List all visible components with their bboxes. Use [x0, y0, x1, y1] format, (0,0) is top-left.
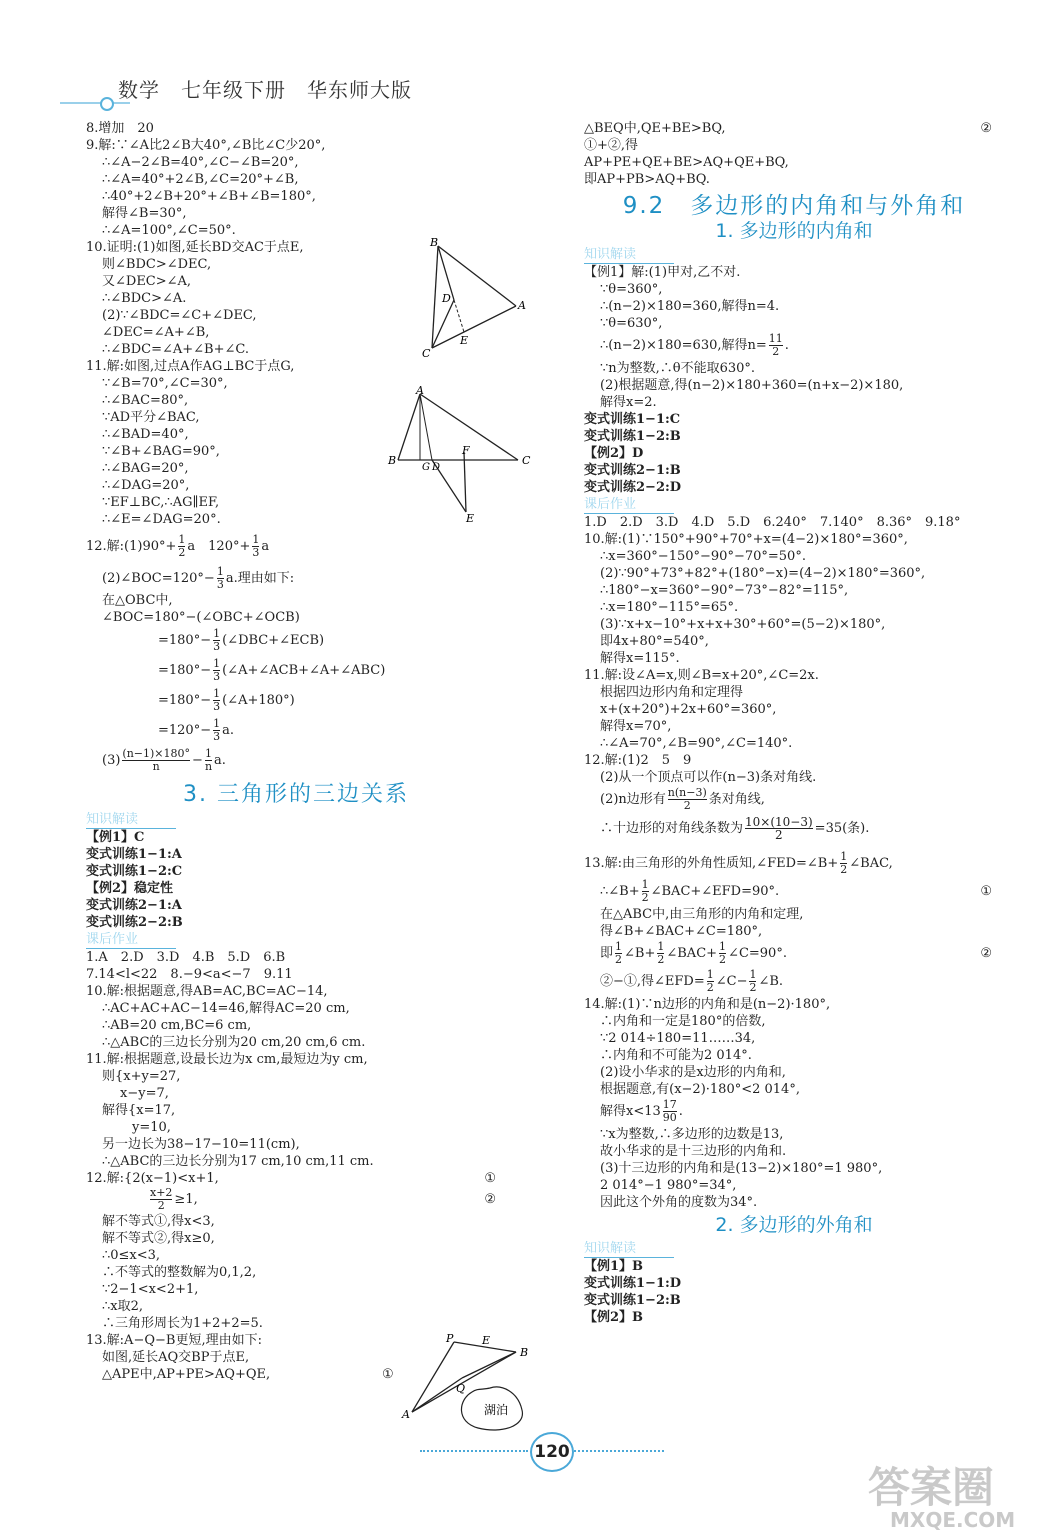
text-line: ∴180°−x=360°−90°−73°−82°=115°, — [600, 583, 849, 598]
page-number-rule-left — [420, 1450, 528, 1452]
fraction: $\frac{(n-1)\times 180^\circ}{n}$ — [122, 747, 191, 773]
text-line: ∵2 014÷180=11……34, — [600, 1031, 756, 1046]
text-line: ∴∠BAD=40°, — [102, 427, 189, 442]
header-rule — [60, 102, 130, 104]
fraction: $\frac{1}{2}$ — [641, 878, 649, 904]
text-line: 【例1】解:(1)甲对,乙不对. — [584, 265, 741, 280]
text-line: ∴△ABC的三边长分别为20 cm,20 cm,6 cm. — [102, 1035, 366, 1050]
text-line: ∴不等式的整数解为0,1,2, — [102, 1265, 257, 1280]
text-line: 解得x=115°. — [600, 651, 680, 666]
text-line: 变式训练2−1:B — [584, 463, 681, 478]
text-line: (2)设小华求的是x边形的内角和, — [600, 1065, 786, 1080]
text-line: (2)∵∠BDC=∠C+∠DEC, — [102, 308, 257, 323]
subsection-title: 1. 多边形的内角和 — [715, 220, 873, 242]
point-label-q: Q — [456, 1382, 466, 1395]
text-line: ∴∠BAG=20°, — [102, 461, 189, 476]
header-dot-icon — [100, 97, 114, 111]
text-line: ∴∠BDC>∠A. — [102, 291, 187, 306]
text-line: 【例2】B — [584, 1310, 644, 1325]
section-title: 9.2 多边形的内角和与外角和 — [622, 193, 966, 219]
text-line: ∴AB=20 cm,BC=6 cm, — [102, 1018, 252, 1033]
text-line: ∠BOC=180°−(∠OBC+∠OCB) — [102, 610, 300, 625]
circled-number: ① — [484, 1171, 496, 1186]
fraction: $\frac{11}{2}$ — [768, 332, 783, 358]
text-line: ∴(n−2)×180=630,解得n= $\frac{11}{2}$ . — [600, 332, 789, 358]
text-line: (2)∵90°+73°+82°+(180°−x)=(4−2)×180°=360°, — [600, 566, 926, 581]
running-header: 数学 七年级下册 华东师大版 — [118, 78, 412, 102]
text-line: ∴∠BAC=80°, — [102, 393, 189, 408]
section-tag: 知识解读 — [86, 811, 176, 829]
text-line: 8.增加 20 — [86, 121, 154, 136]
point-label-a: A — [402, 1408, 410, 1421]
text-line: 1.D 2.D 3.D 4.D 5.D 6.240° 7.140° 8.36° 9.18° — [584, 515, 961, 530]
text-line: 变式训练1−1:D — [584, 1276, 682, 1291]
text-line: ∴∠E=∠DAG=20°. — [102, 512, 221, 527]
text-line: 解得x<13 $\frac{17}{90}$ . — [600, 1098, 683, 1124]
text-line: ∴∠B+ $\frac{1}{2}$ ∠BAC+∠EFD=90°. ① — [600, 878, 992, 904]
text-line: 11.解:设∠A=x,则∠B=x+20°,∠C=2x. — [584, 668, 819, 683]
text-line: 变式训练1−1:A — [86, 847, 182, 862]
point-label-f: F — [462, 444, 470, 457]
text-line: 解不等式①,得x<3, — [102, 1214, 215, 1229]
right-column — [584, 120, 1004, 1326]
figure-lake — [398, 1330, 548, 1434]
point-label-e: E — [460, 334, 469, 347]
text-line: 14.解:(1)∵n边形的内角和是(n−2)·180°, — [584, 997, 831, 1012]
circled-number: ① — [382, 1367, 394, 1382]
watermark-url: MXQE.COM — [890, 1508, 1016, 1532]
text-line: 因此这个外角的度数为34°. — [600, 1195, 758, 1210]
fraction: $\frac{1}{3}$ — [216, 565, 224, 591]
text-line: 【例2】稳定性 — [86, 881, 174, 896]
text-line: 【例1】B — [584, 1259, 644, 1274]
fraction: $\frac{1}{2}$ — [749, 968, 757, 994]
text-line: 变式训练2−2:B — [86, 915, 183, 930]
watermark: 答案圈 — [868, 1463, 995, 1512]
text-line: 2 014°−1 980°=34°, — [600, 1178, 737, 1193]
text-line: 即AP+PB>AQ+BQ. — [584, 172, 710, 187]
fraction: $\frac{1}{2}$ — [706, 968, 714, 994]
text-line: (2)根据题意,得(n−2)×180+360=(n+x−2)×180, — [600, 378, 904, 393]
text-line: ∴x=180°−115°=65°. — [600, 600, 739, 615]
section-tag: 知识解读 — [584, 246, 674, 264]
text-line: (2)∠BOC=120°− $\frac{1}{3}$ a.理由如下: — [102, 565, 295, 591]
fraction: $\frac{1}{n}$ — [204, 747, 213, 773]
text-line: 7.14<l<22 8.−9<a<−7 9.11 — [86, 967, 293, 982]
text-line: ②−①,得∠EFD= $\frac{1}{2}$ ∠C− $\frac{1}{2}$ ∠B. — [600, 968, 784, 994]
text-line: (3) $\frac{(n-1)\times 180^\circ}{n}$ − $\frac{1}{n}$ a. — [102, 747, 226, 773]
lake-label: 湖泊 — [484, 1403, 509, 1417]
point-label-b: B — [388, 454, 397, 467]
text-line: △BEQ中,QE+BE>BQ, ② — [584, 121, 992, 136]
text-line: 13.解:由三角形的外角性质知,∠FED=∠B+ $\frac{1}{2}$ ∠BAC, — [584, 850, 893, 876]
text-line: ∵∠B+∠BAG=90°, — [102, 444, 220, 459]
text-line: ①+②,得 — [584, 138, 639, 153]
text-line: ∴x=360°−150°−90°−70°=50°. — [600, 549, 806, 564]
text-line: ∴(n−2)×180=360,解得n=4. — [600, 299, 780, 314]
text-line: 12.解:{2(x−1)<x+1, ① — [86, 1171, 496, 1186]
text-line: 1.A 2.D 3.D 4.B 5.D 6.B — [86, 950, 286, 965]
text-line: 【例1】C — [86, 830, 145, 845]
point-label-c: C — [522, 454, 531, 467]
text-line: 解得x=2. — [600, 395, 657, 410]
text-line: 如图,延长AQ交BP于点E, — [102, 1350, 250, 1365]
text-line: 在△ABC中,由三角形的内角和定理, — [600, 907, 804, 922]
fraction: $\frac{1}{3}$ — [213, 627, 221, 653]
text-line: ∵θ=630°, — [600, 316, 663, 331]
text-line: △APE中,AP+PE>AQ+QE, ① — [102, 1367, 394, 1382]
text-line: ∵x为整数,∴多边形的边数是13, — [600, 1127, 784, 1142]
text-line: ∴内角和不可能为2 014°. — [600, 1048, 752, 1063]
text-line: 12.解:(1)2 5 9 — [584, 753, 692, 768]
text-line: 又∠DEC>∠A, — [102, 274, 192, 289]
text-line: x−y=7, — [120, 1086, 169, 1101]
page-number: 120 — [530, 1432, 574, 1472]
subsection-title: 2. 多边形的外角和 — [715, 1214, 873, 1236]
text-line: ∴内角和一定是180°的倍数, — [600, 1014, 766, 1029]
figure-triangle-bdc — [418, 236, 534, 360]
text-line: ∵EF⊥BC,∴AG∥EF, — [102, 495, 220, 510]
text-line: ∴∠A=70°,∠B=90°,∠C=140°. — [600, 736, 793, 751]
text-line: 变式训练1−2:C — [86, 864, 183, 879]
fraction: $\frac{x+2}{2}$ — [150, 1186, 173, 1212]
fraction: $\frac{1}{2}$ — [840, 850, 848, 876]
text-line: 10.解:(1)∵150°+90°+70°+x=(4−2)×180°=360°, — [584, 532, 908, 547]
text-line: =180°− $\frac{1}{3}$ (∠A+∠ACB+∠A+∠ABC) — [158, 657, 386, 683]
text-line: ∴0≤x<3, — [102, 1248, 161, 1263]
text-line: 变式训练2−1:A — [86, 898, 182, 913]
page-number-rule-right — [574, 1450, 664, 1452]
point-label-b: B — [430, 236, 439, 249]
text-line: 变式训练1−1:C — [584, 412, 681, 427]
text-line: AP+PE+QE+BE>AQ+QE+BQ, — [584, 155, 789, 170]
text-line: 解不等式②,得x≥0, — [102, 1231, 215, 1246]
fraction: $\frac{1}{2}$ — [657, 940, 665, 966]
circled-number: ② — [484, 1192, 496, 1207]
text-line: 【例2】D — [584, 446, 644, 461]
point-label-b: B — [520, 1346, 529, 1359]
section-title: 3. 三角形的三边关系 — [183, 782, 409, 807]
text-line: 则{x+y=27, — [102, 1069, 181, 1084]
text-line: ∴三角形周长为1+2+2=5. — [102, 1316, 263, 1331]
text-line: ∴∠DAG=20°, — [102, 478, 190, 493]
text-line: 根据题意,有(x−2)·180°<2 014°, — [600, 1082, 800, 1097]
point-label-a: A — [416, 384, 424, 397]
text-line: 得∠B+∠BAC+∠C=180°, — [600, 924, 763, 939]
text-line: 在△OBC中, — [102, 593, 173, 608]
text-line: 10.证明:(1)如图,延长BD交AC于点E, — [86, 240, 304, 255]
fraction: $\frac{1}{3}$ — [252, 533, 260, 559]
text-line: ∵2−1<x<2+1, — [102, 1282, 199, 1297]
text-line: $\frac{x+2}{2}$ ≥1, ② — [150, 1186, 496, 1212]
section-tag: 知识解读 — [584, 1240, 674, 1258]
circled-number: ② — [980, 946, 992, 961]
text-line: 11.解:如图,过点A作AG⊥BC于点G, — [86, 359, 295, 374]
text-line: ∵n为整数,∴θ不能取630°. — [600, 361, 756, 376]
text-line: 另一边长为38−17−10=11(cm), — [102, 1137, 300, 1152]
text-line: ∴∠BDC=∠A+∠B+∠C. — [102, 342, 249, 357]
point-label-p: P — [446, 1332, 454, 1345]
section-tag: 课后作业 — [86, 931, 176, 949]
fraction: $\frac{1}{3}$ — [213, 717, 221, 743]
text-line: ∵θ=360°, — [600, 282, 663, 297]
text-line: 故小华求的是十三边形的内角和. — [600, 1144, 787, 1159]
text-line: ∴x取2, — [102, 1299, 144, 1314]
text-line: ∴AC+AC+AC−14=46,解得AC=20 cm, — [102, 1001, 350, 1016]
text-line: 13.解:A−Q−B更短,理由如下: — [86, 1333, 262, 1348]
point-label-e: E — [482, 1334, 491, 1347]
fraction: $\frac{10\times(10-3)}{2}$ — [745, 815, 813, 842]
fraction: $\frac{1}{3}$ — [213, 657, 221, 683]
text-line: (3)∵x+x−10°+x+x+30°+60°=(5−2)×180°, — [600, 617, 886, 632]
fraction: $\frac{1}{2}$ — [719, 940, 727, 966]
point-label-d: D — [432, 462, 441, 473]
circled-number: ② — [980, 121, 992, 136]
text-line: ∴∠A=100°,∠C=50°. — [102, 223, 236, 238]
text-line: 10.解:根据题意,得AB=AC,BC=AC−14, — [86, 984, 328, 999]
text-line: (2)n边形有 $\frac{n(n-3)}{2}$ 条对角线, — [600, 786, 765, 812]
text-line: 根据四边形内角和定理得 — [600, 685, 744, 700]
fraction: $\frac{1}{2}$ — [178, 533, 186, 559]
text-line: ∴∠A=40°+2∠B,∠C=20°+∠B, — [102, 172, 299, 187]
figure-triangle-altitude — [386, 384, 536, 524]
text-line: 解得{x=17, — [102, 1103, 176, 1118]
text-line: 即4x+80°=540°, — [600, 634, 709, 649]
fraction: $\frac{1}{2}$ — [615, 940, 623, 966]
fraction: $\frac{17}{90}$ — [662, 1098, 677, 1124]
text-line: 解得x=70°, — [600, 719, 672, 734]
point-label-d: D — [442, 292, 451, 305]
fraction: $\frac{n(n-3)}{2}$ — [667, 786, 707, 812]
text-line: 即 $\frac{1}{2}$ ∠B+ $\frac{1}{2}$ ∠BAC+ $\frac{1}{2}$ ∠C=90°. ② — [600, 940, 992, 966]
text-line: ∠DEC=∠A+∠B, — [102, 325, 210, 340]
text-line: =120°− $\frac{1}{3}$ a. — [158, 717, 234, 743]
point-label-g: G — [422, 462, 430, 473]
text-line: 解得∠B=30°, — [102, 206, 187, 221]
text-line: 12.解:(1)90°+ $\frac{1}{2}$ a 120°+ $\frac{1}{3}$ a — [86, 533, 270, 559]
point-label-a: A — [518, 299, 526, 312]
text-line: 9.解:∵∠A比2∠B大40°,∠B比∠C少20°, — [86, 138, 326, 153]
text-line: 则∠BDC>∠DEC, — [102, 257, 212, 272]
text-line: ∴∠A−2∠B=40°,∠C−∠B=20°, — [102, 155, 299, 170]
text-line: ∴十边形的对角线条数为 $\frac{10\times(10-3)}{2}$ =35(条). — [600, 815, 870, 842]
fraction: $\frac{1}{3}$ — [213, 687, 221, 713]
circled-number: ① — [980, 884, 992, 899]
point-label-e: E — [466, 512, 475, 524]
text-line: ∴40°+2∠B+20°+∠B+∠B=180°, — [102, 189, 316, 204]
text-line: 变式训练1−2:B — [584, 429, 681, 444]
section-tag: 课后作业 — [584, 496, 674, 514]
text-line: (2)从一个顶点可以作(n−3)条对角线. — [600, 770, 817, 785]
point-label-c: C — [422, 347, 431, 360]
text-line: 11.解:根据题意,设最长边为x cm,最短边为y cm, — [86, 1052, 368, 1067]
text-line: x+(x+20°)+2x+60°=360°, — [600, 702, 777, 717]
text-line: ∵∠B=70°,∠C=30°, — [102, 376, 228, 391]
text-line: 变式训练1−2:B — [584, 1293, 681, 1308]
text-line: ∵AD平分∠BAC, — [102, 410, 200, 425]
text-line: y=10, — [132, 1120, 171, 1135]
text-line: =180°− $\frac{1}{3}$ (∠A+180°) — [158, 687, 295, 713]
text-line: ∴△ABC的三边长分别为17 cm,10 cm,11 cm. — [102, 1154, 374, 1169]
text-line: (3)十三边形的内角和是(13−2)×180°=1 980°, — [600, 1161, 883, 1176]
text-line: =180°− $\frac{1}{3}$ (∠DBC+∠ECB) — [158, 627, 325, 653]
text-line: 变式训练2−2:D — [584, 480, 682, 495]
